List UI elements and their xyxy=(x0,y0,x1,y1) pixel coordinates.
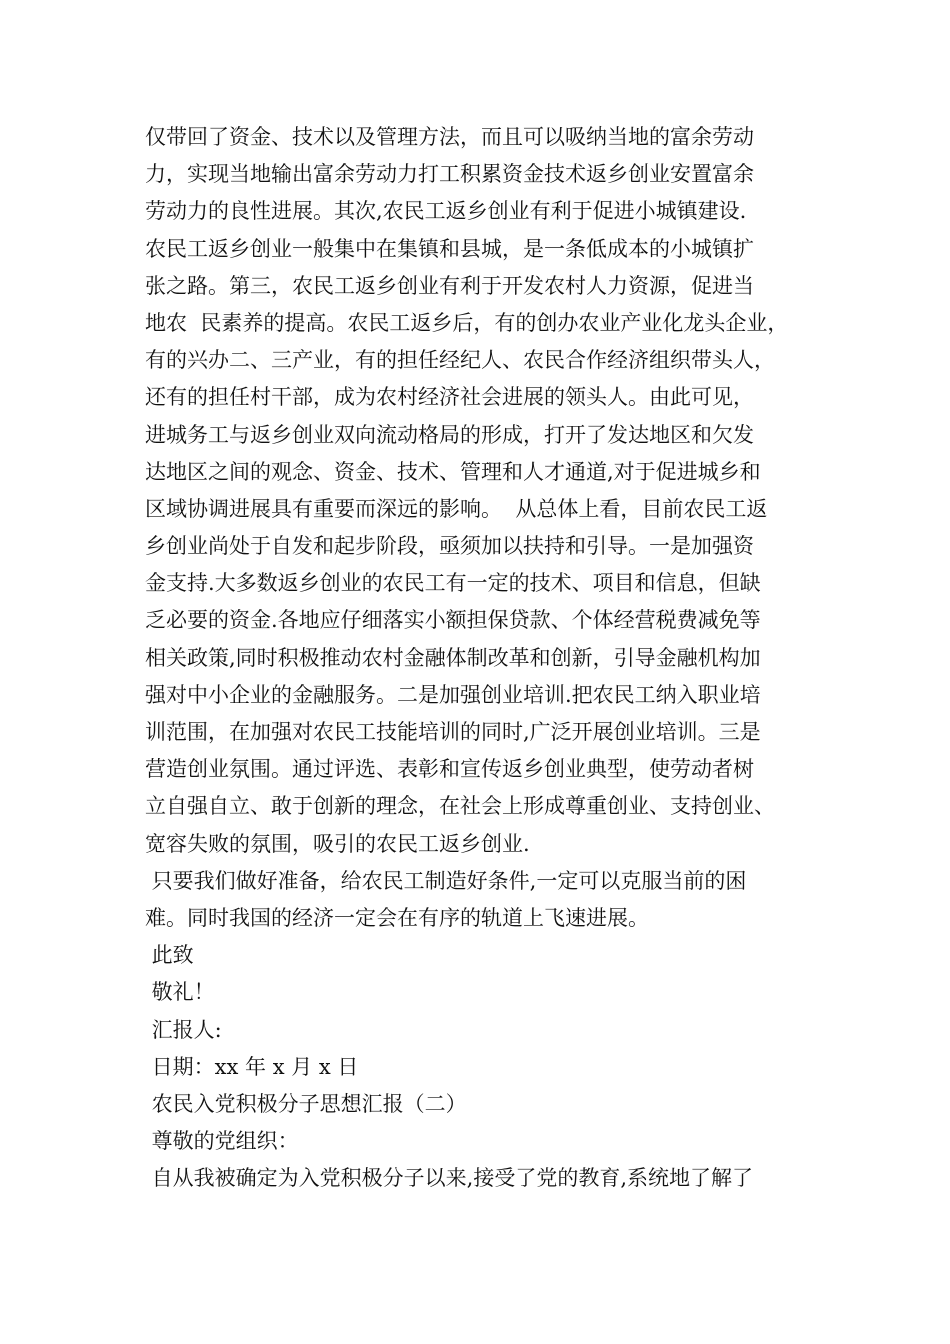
text-line: 宽容失败的氛围，吸引的农民工返乡创业. xyxy=(145,831,530,856)
text-line: 农民工返乡创业一般集中在集镇和县城，是一条低成本的小城镇扩 xyxy=(145,236,754,261)
text-line: 难。同时我国的经济一定会在有序的轨道上飞速进展。 xyxy=(145,905,649,930)
text-line: 相关政策,同时积极推动农村金融体制改革和创新，引导金融机构加 xyxy=(145,645,761,670)
text-line: 训范围，在加强对农民工技能培训的同时,广泛开展创业培训。三是 xyxy=(145,720,761,744)
text-line: 强对中小企业的金融服务。二是加强创业培训.把农民工纳入职业培 xyxy=(145,682,761,707)
text-line: 力，实现当地输出富余劳动力打工积累资金技术返乡创业安置富余 xyxy=(145,162,754,187)
text-line: 有的兴办二、三产业，有的担任经纪人、农民合作经济组织带头人， xyxy=(145,348,775,373)
text-line: 金支持.大多数返乡创业的农民工有一定的技术、项目和信息，但缺 xyxy=(145,571,761,596)
text-line: 张之路。第三，农民工返乡创业有利于开发农村人力资源，促进当 xyxy=(145,273,754,298)
text-line: 营造创业氛围。通过评选、表彰和宣传返乡创业典型，使劳动者树 xyxy=(145,757,754,782)
text-line: 乏必要的资金.各地应仔细落实小额担保贷款、个体经营税费减免等 xyxy=(145,608,761,633)
text-line: 只要我们做好准备，给农民工制造好条件,一定可以克服当前的困 xyxy=(145,868,747,893)
text-line: 地农 民素养的提高。农民工返乡后，有的创办农业产业化龙头企业， xyxy=(145,310,789,335)
text-line: 进城务工与返乡创业双向流动格局的形成，打开了发达地区和欠发 xyxy=(145,422,754,447)
document-body xyxy=(145,119,845,1197)
text-line: 乡创业尚处于自发和起步阶段，亟须加以扶持和引导。一是加强资 xyxy=(145,534,754,559)
reporter-label: 汇报人: xyxy=(145,1017,222,1042)
section-title: 农民入党积极分子思想汇报（二） xyxy=(145,1091,467,1116)
text-line: 自从我被确定为入党积极分子以来,接受了党的教育,系统地了解了 xyxy=(145,1166,754,1191)
greeting: 尊敬的党组织： xyxy=(145,1129,299,1154)
text-line: 仅带回了资金、技术以及管理方法，而且可以吸纳当地的富余劳动 xyxy=(145,125,754,149)
closing-regards: 敬礼！ xyxy=(145,980,215,1005)
text-line: 达地区之间的观念、资金、技术、管理和人才通道,对于促进城乡和 xyxy=(145,459,761,484)
text-line: 还有的担任村干部，成为农村经济社会进展的领头人。由此可见， xyxy=(145,385,754,410)
text-line: 区域协调进展具有重要而深远的影响。 从总体上看，目前农民工返 xyxy=(145,496,768,521)
text-line: 劳动力的良性进展。其次,农民工返乡创业有利于促进小城镇建设. xyxy=(145,199,747,224)
closing-salutation: 此致 xyxy=(145,943,194,968)
date-line: 日期：xx 年 x 月 x 日 xyxy=(145,1054,359,1079)
text-line: 立自强自立、敢于创新的理念，在社会上形成尊重创业、支持创业、 xyxy=(145,794,775,819)
